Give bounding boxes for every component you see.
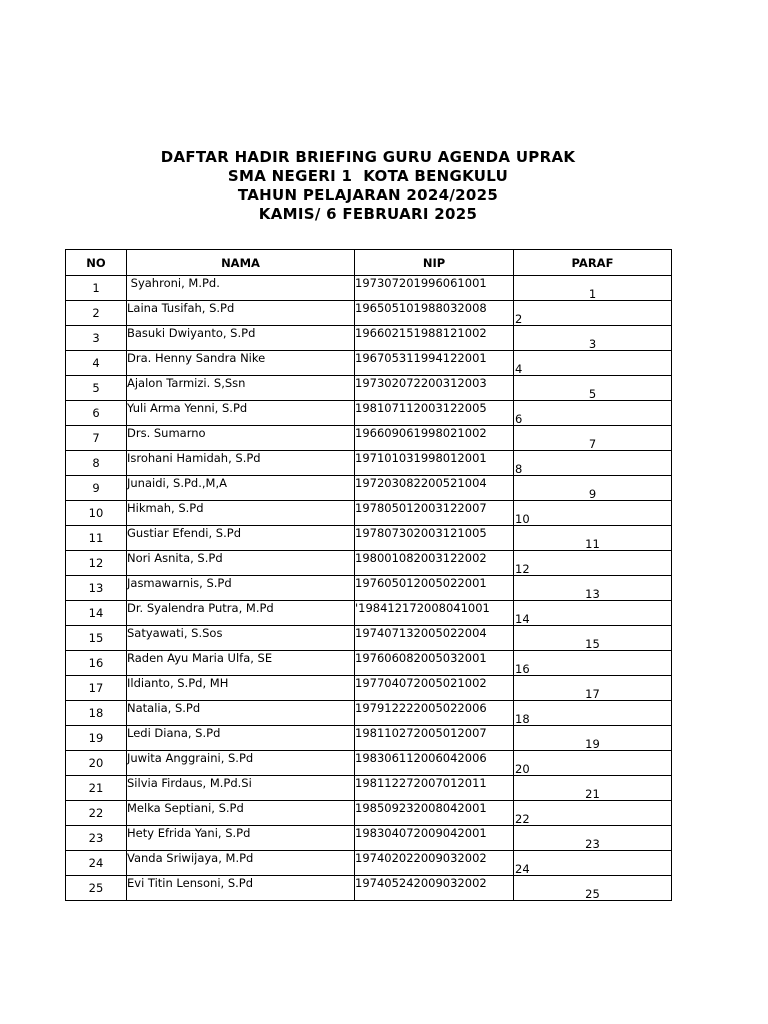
cell-nip: 198110272005012007 bbox=[355, 726, 514, 751]
cell-no: 18 bbox=[66, 701, 127, 726]
header-nama: NAMA bbox=[127, 250, 355, 276]
paraf-number: 3 bbox=[588, 337, 597, 351]
cell-nama: Natalia, S.Pd bbox=[127, 701, 355, 726]
paraf-number: 4 bbox=[515, 362, 523, 376]
table-row bbox=[66, 351, 672, 376]
paraf-number: 9 bbox=[588, 487, 597, 501]
cell-nip: 197407132005022004 bbox=[355, 626, 514, 651]
paraf-number: 5 bbox=[588, 387, 597, 401]
table-row bbox=[66, 751, 672, 776]
cell-no: 9 bbox=[66, 476, 127, 501]
cell-no: 25 bbox=[66, 876, 127, 901]
table-row bbox=[66, 826, 672, 851]
paraf-number: 24 bbox=[515, 862, 530, 876]
cell-paraf[interactable] bbox=[514, 426, 672, 451]
cell-nama: Ledi Diana, S.Pd bbox=[127, 726, 355, 751]
cell-paraf[interactable] bbox=[514, 276, 672, 301]
cell-no: 14 bbox=[66, 601, 127, 626]
cell-no: 1 bbox=[66, 276, 127, 301]
table-row bbox=[66, 701, 672, 726]
table-row bbox=[66, 776, 672, 801]
cell-nama: Isrohani Hamidah, S.Pd bbox=[127, 451, 355, 476]
cell-no: 24 bbox=[66, 851, 127, 876]
cell-no: 10 bbox=[66, 501, 127, 526]
paraf-number: 23 bbox=[585, 837, 600, 851]
paraf-number: 7 bbox=[588, 437, 597, 451]
cell-paraf[interactable] bbox=[514, 601, 672, 626]
cell-nama: Basuki Dwiyanto, S.Pd bbox=[127, 326, 355, 351]
cell-nip: 197307201996061001 bbox=[355, 276, 514, 301]
cell-paraf[interactable] bbox=[514, 851, 672, 876]
cell-nip: 197912222005022006 bbox=[355, 701, 514, 726]
cell-nama: Gustiar Efendi, S.Pd bbox=[127, 526, 355, 551]
table-row bbox=[66, 651, 672, 676]
cell-nip: 198304072009042001 bbox=[355, 826, 514, 851]
cell-nip: 197405242009032002 bbox=[355, 876, 514, 901]
cell-nip: 196705311994122001 bbox=[355, 351, 514, 376]
cell-nama: Melka Septiani, S.Pd bbox=[127, 801, 355, 826]
table-row bbox=[66, 426, 672, 451]
cell-nip: 197606082005032001 bbox=[355, 651, 514, 676]
cell-no: 8 bbox=[66, 451, 127, 476]
cell-paraf[interactable] bbox=[514, 751, 672, 776]
cell-nip: 197805012003122007 bbox=[355, 501, 514, 526]
cell-paraf[interactable] bbox=[514, 376, 672, 401]
cell-no: 7 bbox=[66, 426, 127, 451]
paraf-number: 21 bbox=[585, 787, 600, 801]
paraf-number: 22 bbox=[515, 812, 530, 826]
paraf-number: 16 bbox=[515, 662, 530, 676]
paraf-number: 18 bbox=[515, 712, 530, 726]
cell-no: 13 bbox=[66, 576, 127, 601]
cell-paraf[interactable] bbox=[514, 776, 672, 801]
cell-paraf[interactable] bbox=[514, 451, 672, 476]
paraf-number: 6 bbox=[515, 412, 523, 426]
cell-nip: 196609061998021002 bbox=[355, 426, 514, 451]
cell-nama: Nori Asnita, S.Pd bbox=[127, 551, 355, 576]
paraf-number: 13 bbox=[585, 587, 600, 601]
cell-nama: Ildianto, S.Pd, MH bbox=[127, 676, 355, 701]
table-row bbox=[66, 326, 672, 351]
cell-no: 2 bbox=[66, 301, 127, 326]
cell-nip: 197101031998012001 bbox=[355, 451, 514, 476]
cell-nama: Juwita Anggraini, S.Pd bbox=[127, 751, 355, 776]
cell-nama: Raden Ayu Maria Ulfa, SE bbox=[127, 651, 355, 676]
cell-nip: 197605012005022001 bbox=[355, 576, 514, 601]
cell-nip: 198509232008042001 bbox=[355, 801, 514, 826]
title-line-4: KAMIS/ 6 FEBRUARI 2025 bbox=[258, 205, 478, 223]
cell-paraf[interactable] bbox=[514, 876, 672, 901]
paraf-number: 10 bbox=[515, 512, 530, 526]
paraf-number: 14 bbox=[515, 612, 530, 626]
title-line-1: DAFTAR HADIR BRIEFING GURU AGENDA UPRAK bbox=[160, 148, 576, 166]
cell-paraf[interactable] bbox=[514, 826, 672, 851]
cell-nama: Dr. Syalendra Putra, M.Pd bbox=[127, 601, 355, 626]
cell-nama: Jasmawarnis, S.Pd bbox=[127, 576, 355, 601]
table-row bbox=[66, 501, 672, 526]
paraf-number: 12 bbox=[515, 562, 530, 576]
cell-nip: 197302072200312003 bbox=[355, 376, 514, 401]
table-row bbox=[66, 401, 672, 426]
cell-nama: Drs. Sumarno bbox=[127, 426, 355, 451]
cell-nip: 196602151988121002 bbox=[355, 326, 514, 351]
header-paraf: PARAF bbox=[514, 250, 672, 276]
cell-nip: 196505101988032008 bbox=[355, 301, 514, 326]
table-row bbox=[66, 451, 672, 476]
cell-paraf[interactable] bbox=[514, 326, 672, 351]
cell-no: 5 bbox=[66, 376, 127, 401]
paraf-number: 19 bbox=[585, 737, 600, 751]
cell-nama: Satyawati, S.Sos bbox=[127, 626, 355, 651]
paraf-number: 20 bbox=[515, 762, 530, 776]
paraf-number: 2 bbox=[515, 312, 523, 326]
cell-nip: 198107112003122005 bbox=[355, 401, 514, 426]
paraf-number: 8 bbox=[515, 462, 523, 476]
table-row bbox=[66, 876, 672, 901]
title-line-2: SMA NEGERI 1 KOTA BENGKULU bbox=[227, 167, 509, 185]
cell-paraf[interactable] bbox=[514, 726, 672, 751]
cell-nama: Hety Efrida Yani, S.Pd bbox=[127, 826, 355, 851]
table-header-row bbox=[66, 250, 672, 276]
cell-nama: Ajalon Tarmizi. S,Ssn bbox=[127, 376, 355, 401]
header-no: NO bbox=[66, 250, 127, 276]
cell-nama: Syahroni, M.Pd. bbox=[127, 276, 355, 301]
paraf-number: 11 bbox=[585, 537, 600, 551]
cell-nip: 197704072005021002 bbox=[355, 676, 514, 701]
table-row bbox=[66, 626, 672, 651]
cell-nama: Hikmah, S.Pd bbox=[127, 501, 355, 526]
table-row bbox=[66, 301, 672, 326]
cell-no: 6 bbox=[66, 401, 127, 426]
cell-nip: '198412172008041001 bbox=[355, 601, 514, 626]
cell-paraf[interactable] bbox=[514, 551, 672, 576]
cell-nip: 198001082003122002 bbox=[355, 551, 514, 576]
cell-no: 23 bbox=[66, 826, 127, 851]
cell-paraf[interactable] bbox=[514, 351, 672, 376]
cell-paraf[interactable] bbox=[514, 676, 672, 701]
cell-nip: 197402022009032002 bbox=[355, 851, 514, 876]
cell-paraf[interactable] bbox=[514, 526, 672, 551]
cell-no: 21 bbox=[66, 776, 127, 801]
cell-paraf[interactable] bbox=[514, 801, 672, 826]
table-row bbox=[66, 376, 672, 401]
cell-no: 4 bbox=[66, 351, 127, 376]
paraf-number: 1 bbox=[588, 287, 597, 301]
cell-no: 3 bbox=[66, 326, 127, 351]
cell-no: 12 bbox=[66, 551, 127, 576]
cell-nama: Vanda Sriwijaya, M.Pd bbox=[127, 851, 355, 876]
header-nip: NIP bbox=[355, 250, 514, 276]
paraf-number: 17 bbox=[585, 687, 600, 701]
table-row bbox=[66, 276, 672, 301]
cell-nama: Junaidi, S.Pd.,M,A bbox=[127, 476, 355, 501]
table-row bbox=[66, 526, 672, 551]
cell-no: 17 bbox=[66, 676, 127, 701]
cell-nama: Silvia Firdaus, M.Pd.Si bbox=[127, 776, 355, 801]
cell-no: 20 bbox=[66, 751, 127, 776]
table-row bbox=[66, 676, 672, 701]
cell-no: 11 bbox=[66, 526, 127, 551]
cell-nip: 197807302003121005 bbox=[355, 526, 514, 551]
cell-paraf[interactable] bbox=[514, 626, 672, 651]
cell-no: 19 bbox=[66, 726, 127, 751]
cell-paraf[interactable] bbox=[514, 651, 672, 676]
table-row bbox=[66, 476, 672, 501]
paraf-number: 25 bbox=[585, 887, 600, 901]
document-title bbox=[0, 148, 736, 224]
cell-nama: Laina Tusifah, S.Pd bbox=[127, 301, 355, 326]
cell-no: 16 bbox=[66, 651, 127, 676]
cell-paraf[interactable] bbox=[514, 401, 672, 426]
cell-paraf[interactable] bbox=[514, 301, 672, 326]
cell-no: 22 bbox=[66, 801, 127, 826]
attendance-table bbox=[65, 249, 672, 901]
title-line-3: TAHUN PELAJARAN 2024/2025 bbox=[237, 186, 499, 204]
paraf-number: 15 bbox=[585, 637, 600, 651]
cell-paraf[interactable] bbox=[514, 476, 672, 501]
cell-paraf[interactable] bbox=[514, 501, 672, 526]
table-row bbox=[66, 601, 672, 626]
cell-nip: 198112272007012011 bbox=[355, 776, 514, 801]
cell-nip: 198306112006042006 bbox=[355, 751, 514, 776]
cell-nip: 197203082200521004 bbox=[355, 476, 514, 501]
table-row bbox=[66, 726, 672, 751]
cell-nama: Evi Titin Lensoni, S.Pd bbox=[127, 876, 355, 901]
table-row bbox=[66, 851, 672, 876]
cell-nama: Yuli Arma Yenni, S.Pd bbox=[127, 401, 355, 426]
table-row bbox=[66, 801, 672, 826]
table-row bbox=[66, 551, 672, 576]
cell-no: 15 bbox=[66, 626, 127, 651]
cell-paraf[interactable] bbox=[514, 576, 672, 601]
table-body bbox=[66, 276, 672, 901]
cell-paraf[interactable] bbox=[514, 701, 672, 726]
table-row bbox=[66, 576, 672, 601]
cell-nama: Dra. Henny Sandra Nike bbox=[127, 351, 355, 376]
